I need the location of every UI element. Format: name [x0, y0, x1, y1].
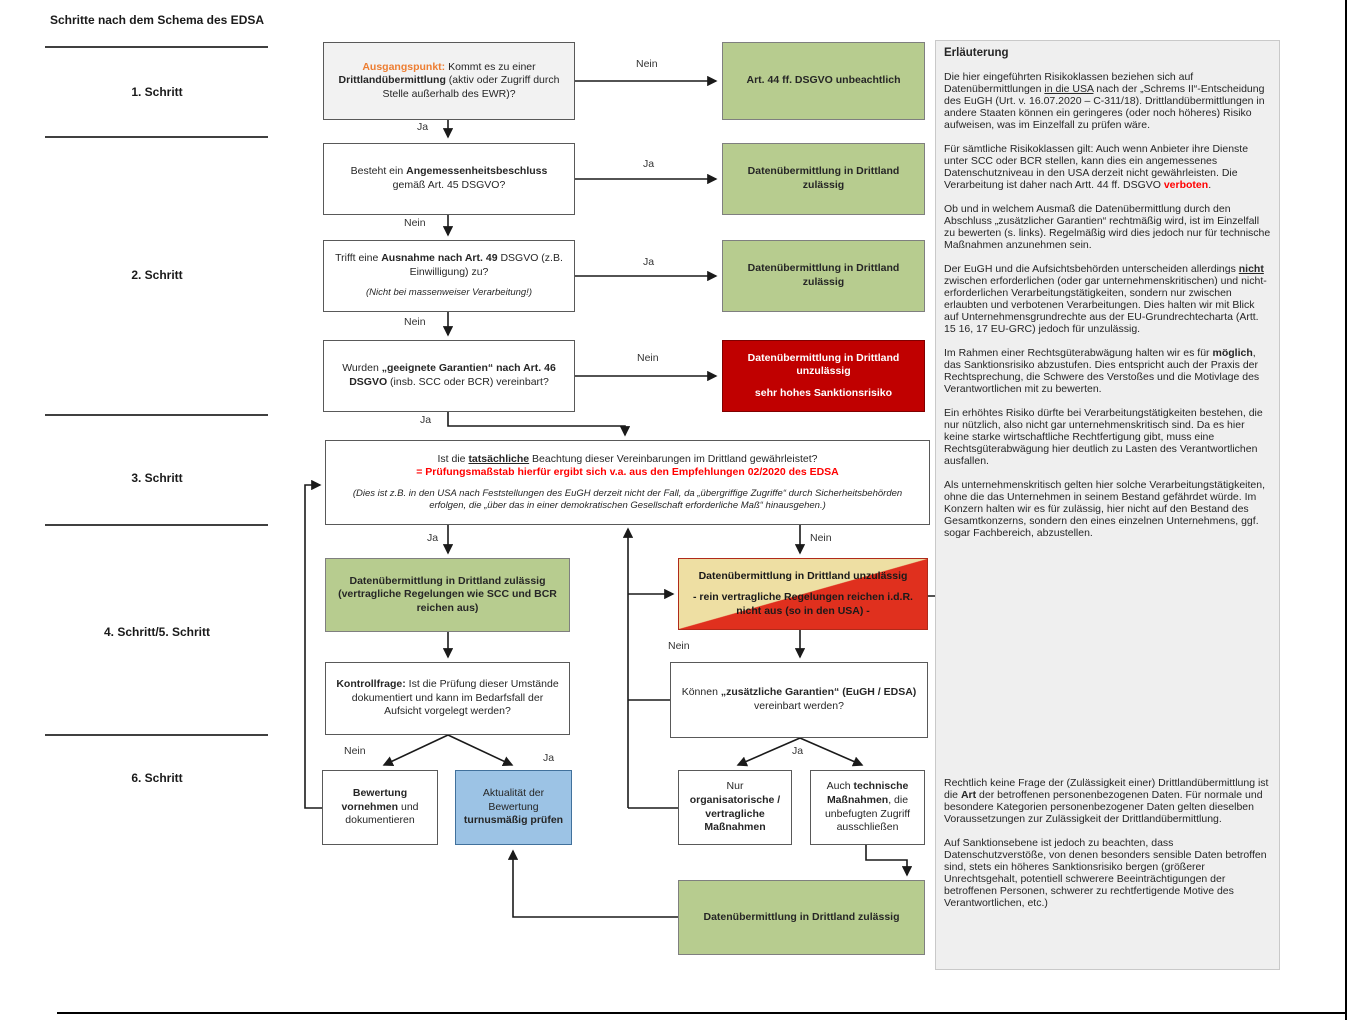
panel-paragraph: Auf Sanktionsebene ist jedoch zu beachten, dass Datenschutzverstöße, von denen besonders sensible Daten betroffen sind, stets ein höheres Sanktionsrisiko bergen (größerer Unrechtsgehalt, potentiell schwerere Beeinträchtigungen der betroffenen Personen, schwerer zu rechtfertigende Motive des Verantwortlichen, etc.)	[944, 837, 1267, 909]
text-segment: Kommt es zu einer	[445, 60, 536, 73]
edge-label-ja: Ja	[420, 414, 432, 426]
control-question-text	[336, 678, 559, 719]
text-segment: Art	[960, 789, 977, 801]
start-question-text	[334, 61, 564, 102]
text-segment: Kontrollfrage:	[336, 678, 406, 691]
text-segment: Datenübermittlung in Drittland zulässig	[349, 574, 546, 587]
arrow-green5-to-blue	[513, 851, 678, 917]
forbidden-high-risk-box	[722, 340, 925, 412]
text-segment: Art. 44 ff. DSGVO unbeachtlich	[746, 74, 901, 87]
text-segment: Ausgangspunkt:	[362, 60, 446, 73]
compliance-question-text	[438, 453, 818, 467]
art46-question-text	[334, 362, 564, 389]
technical-measures-text	[817, 780, 918, 835]
text-segment: „geeignete Garantien“ nach Art. 46 DSGVO	[349, 362, 556, 388]
text-segment: Die hier eingeführten Risikoklassen beziehen sich auf Datenübermittlungen	[944, 71, 1194, 95]
edge-label-nein: Nein	[637, 352, 659, 364]
edge-label-ja: Ja	[427, 532, 439, 544]
control-question-box	[325, 662, 570, 735]
text-segment: , das Sanktionsrisiko abzustufen. Dies entspricht auch der Praxis der Rechtsprechung, die Schwere des Verstoßes und die Motivlage des Verantwortlichen mit zu bewerten.	[944, 347, 1260, 395]
step-label-1: 1. Schritt	[131, 85, 183, 99]
panel-paragraph	[944, 71, 1271, 131]
text-segment: in die USA	[1044, 83, 1094, 95]
text-segment: Im Rahmen einer Rechtsgüterabwägung halten wir es für	[944, 347, 1213, 359]
arrow-koennen-ja-left	[738, 738, 800, 765]
text-segment: Trifft eine	[335, 252, 382, 265]
edge-label-nein: Nein	[404, 316, 426, 328]
usa-note: (Dies ist z.B. in den USA nach Feststellungen des EuGH derzeit nicht der Fall, da „übergriffige Zugriffe“ durch Sicherheitsbehörden erfolgen, die „über das in einer demokratischen Gesellschaft erforderliche Maß“ hinausgehen.)	[352, 487, 903, 512]
text-segment: Der EuGH und die Aufsichtsbehörden unterscheiden allerdings	[944, 263, 1239, 275]
step-label-2: 2. Schritt	[131, 268, 183, 282]
edge-label-nein: Nein	[404, 217, 426, 229]
panel-paragraph: Ob und in welchem Ausmaß die Datenübermittlung durch den Abschluss „zusätzlicher Garantien“ rechtmäßig wird, ist im Einzelfall zu bewerten (s. links). Regelmäßig wird dies jedoch nur für technische Maßnahmen anzunehmen sein.	[944, 203, 1271, 251]
text-segment: nicht	[1238, 263, 1264, 275]
edge-label-ja: Ja	[643, 158, 655, 170]
guarantees-question-text	[681, 686, 917, 713]
adequacy-question-box	[323, 143, 575, 215]
actual-compliance-question-box	[325, 440, 930, 525]
text-segment: Rechtlich keine Frage der (Zulässigkeit einer) Drittlandübermittlung ist die	[944, 777, 1269, 801]
text-segment: .	[1208, 179, 1212, 191]
edge-label-nein: Nein	[636, 58, 658, 70]
text-segment: nach der „Schrems II“-Entscheidung des EuGH (Urt. v. 16.07.2020 – C-311/18). Drittlandübermittlungen in andere Staaten können ein geringeres (oder noch höheres) Risiko aufweisen, was im Einzelfall zu prüfen wäre.	[944, 83, 1265, 131]
text-segment: Bewertung vornehmen	[341, 787, 408, 813]
panel-paragraph	[944, 777, 1271, 825]
text-segment: Für sämtliche Risikoklassen gilt: Auch wenn Anbieter ihre Dienste unter SCC oder BCR stellen, kann dies ein angemessenes Datenschutzniveau in den USA derzeit nicht gewährleisten. Die Verarbeitung ist daher nach Artt. 44 ff. DSGVO	[944, 143, 1249, 191]
text-segment: Angemessenheitsbeschluss	[406, 165, 548, 178]
edge-label-ja: Ja	[643, 256, 655, 268]
edge-label-nein: Nein	[344, 745, 366, 757]
text-segment: Beachtung dieser Vereinbarungen im Drittland gewährleistet?	[529, 452, 818, 465]
text-segment: „zusätzliche Garantien“ (EuGH / EDSA)	[720, 686, 917, 699]
text-segment: Datenübermittlung in Drittland zulässig	[747, 262, 900, 288]
text-segment: Besteht ein	[350, 165, 407, 178]
text-segment: Datenübermittlung in Drittland zulässig	[747, 165, 900, 191]
arrow-bewertung-loop-to-wide	[305, 485, 322, 808]
art46-question-box	[323, 340, 575, 412]
text-segment: der betroffenen personenbezogenen Daten. Für normale und besondere Kategorien personenbezogener Daten gelten dieselben Voraussetzungen zur Zulässigkeit der Drittlandübermittlung.	[944, 789, 1263, 825]
explanation-panel	[935, 40, 1280, 970]
arrow-kontroll-nein	[384, 735, 448, 765]
forbidden-contractual-box	[678, 558, 928, 630]
step-label-6: 6. Schritt	[131, 771, 183, 785]
text-segment: verboten	[1163, 179, 1209, 191]
edge-label-ja: Ja	[543, 752, 555, 764]
text-segment: (vertragliche Regelungen wie SCC und BCR reichen aus)	[338, 588, 557, 614]
panel-paragraph	[944, 143, 1271, 191]
permitted-result-box-1	[722, 143, 925, 215]
text-segment: tatsächliche	[468, 452, 530, 465]
art49-note: (Nicht bei massenweiser Verarbeitung!)	[366, 287, 532, 299]
panel-title: Erläuterung	[944, 47, 1009, 59]
permitted-scc-bcr-box	[325, 558, 570, 632]
panel-paragraph	[944, 347, 1271, 395]
step-label-4-5: 4. Schritt/5. Schritt	[103, 625, 211, 639]
step-label-3: 3. Schritt	[131, 471, 183, 485]
assessment-text	[329, 787, 431, 828]
art44-result-box	[722, 42, 925, 120]
text-segment: (insb. SCC oder BCR) vereinbart?	[387, 376, 549, 388]
page-title: Schritte nach dem Schema des EDSA	[49, 13, 265, 27]
text-segment: Ausnahme nach Art. 49	[381, 252, 498, 265]
text-segment: Datenübermittlung in Drittland unzulässig	[747, 351, 900, 378]
text-segment: - rein vertragliche Regelungen reichen i.d.R. nicht aus (so in den USA) -	[693, 591, 913, 617]
text-segment: Wurden	[342, 362, 382, 375]
text-segment: Aktualität der Bewertung	[482, 787, 545, 813]
text-segment: möglich	[1212, 347, 1253, 359]
text-segment: Datenübermittlung in Drittland unzulässig	[698, 569, 908, 582]
arrow-kontroll-ja	[448, 735, 512, 765]
permitted-result-box-2	[722, 240, 925, 312]
text-segment: (aktiv oder Zugriff durch Stelle außerhalb des EWR)?	[382, 74, 560, 100]
panel-paragraph: Ein erhöhtes Risiko dürfte bei Verarbeitungstätigkeiten bestehen, die nur nützlich, also nicht gar unternehmenskritisch sind. Da es hier keine starke wirtschaftliche Rechtfertigung gibt, muss eine Rechtsgüterabwägung hier deutlich zu Lasten des Verantwortlichen ausfallen.	[944, 407, 1263, 467]
text-segment: , die unbefugten Zugriff ausschließen	[824, 793, 911, 834]
periodic-review-text	[462, 787, 565, 828]
panel-paragraph	[944, 263, 1271, 335]
text-segment: zwischen erforderlichen (oder gar unternehmenskritischen) und nicht-erforderlichen Verarbeitungstätigkeiten, sondern nur zwischen erlaubten und verbotenen Verarbeitungen. Dies halten wir mit Blick auf Unternehmensgrundrechte aus der EU-Grundrechtecharta (Artt. 15 16, 17 EU-GRC) jedoch für unzulässig.	[944, 275, 1267, 335]
art49-question-box	[323, 240, 575, 312]
periodic-review-box	[455, 770, 572, 845]
additional-guarantees-question-box	[670, 662, 928, 738]
organisational-measures-box	[678, 770, 792, 845]
edge-label-nein: Nein	[668, 640, 690, 652]
art49-question-text	[334, 252, 564, 279]
text-segment: sehr hohes Sanktionsrisiko	[754, 386, 893, 399]
text-segment: Datenübermittlung in Drittland zulässig	[703, 910, 900, 923]
edge-label-ja: Ja	[417, 121, 429, 133]
edge-label-ja: Ja	[792, 745, 804, 757]
text-segment: vereinbart werden?	[754, 700, 844, 712]
text-segment: organisatorische / vertragliche Maßnahmen	[689, 793, 781, 834]
panel-paragraph: Als unternehmenskritisch gelten hier solche Verarbeitungstätigkeiten, ohne die das Unternehmen in seinem Bestand gefährdet würde. Im Konzern halten wir es für zulässig, hier nicht auf den Bestand des Gesamtkonzerns, sondern den eines einzelnen Unternehmens, ggf. sogar Fachbereich, abzustellen.	[944, 479, 1266, 539]
permitted-final-box	[678, 880, 925, 955]
text-segment: Können	[681, 686, 721, 699]
organisational-measures-text	[685, 780, 785, 835]
edsa-recommendation-note: = Prüfungsmaßstab hierfür ergibt sich v.a. aus den Empfehlungen 02/2020 des EDSA	[416, 466, 839, 479]
text-segment: Ist die	[437, 452, 469, 465]
assessment-box	[322, 770, 438, 845]
text-segment: Auch	[826, 780, 854, 793]
text-segment: technische Maßnahmen	[826, 780, 909, 806]
arrow-tech-to-green5	[866, 845, 907, 875]
text-segment: gemäß Art. 45 DSGVO?	[392, 179, 506, 191]
text-segment: turnusmäßig prüfen	[463, 814, 564, 827]
text-segment: und dokumentieren	[345, 800, 419, 827]
text-segment: Drittlandübermittlung	[338, 74, 446, 87]
arrow-koennen-ja-right	[800, 738, 862, 765]
text-segment: Ist die Prüfung dieser Umstände dokumentiert und kann im Bedarfsfall der Aufsicht vorgelegt werden?	[351, 678, 559, 718]
text-segment: Nur	[726, 780, 744, 793]
edge-label-nein: Nein	[810, 532, 832, 544]
technical-measures-box	[810, 770, 925, 845]
text-segment: DSGVO (z.B. Einwilligung) zu?	[409, 252, 563, 278]
arrow-q46-to-wide	[448, 412, 625, 435]
panel-risk-boxes-gap	[944, 551, 1271, 777]
adequacy-question-text	[334, 165, 564, 192]
start-question-box	[323, 42, 575, 120]
